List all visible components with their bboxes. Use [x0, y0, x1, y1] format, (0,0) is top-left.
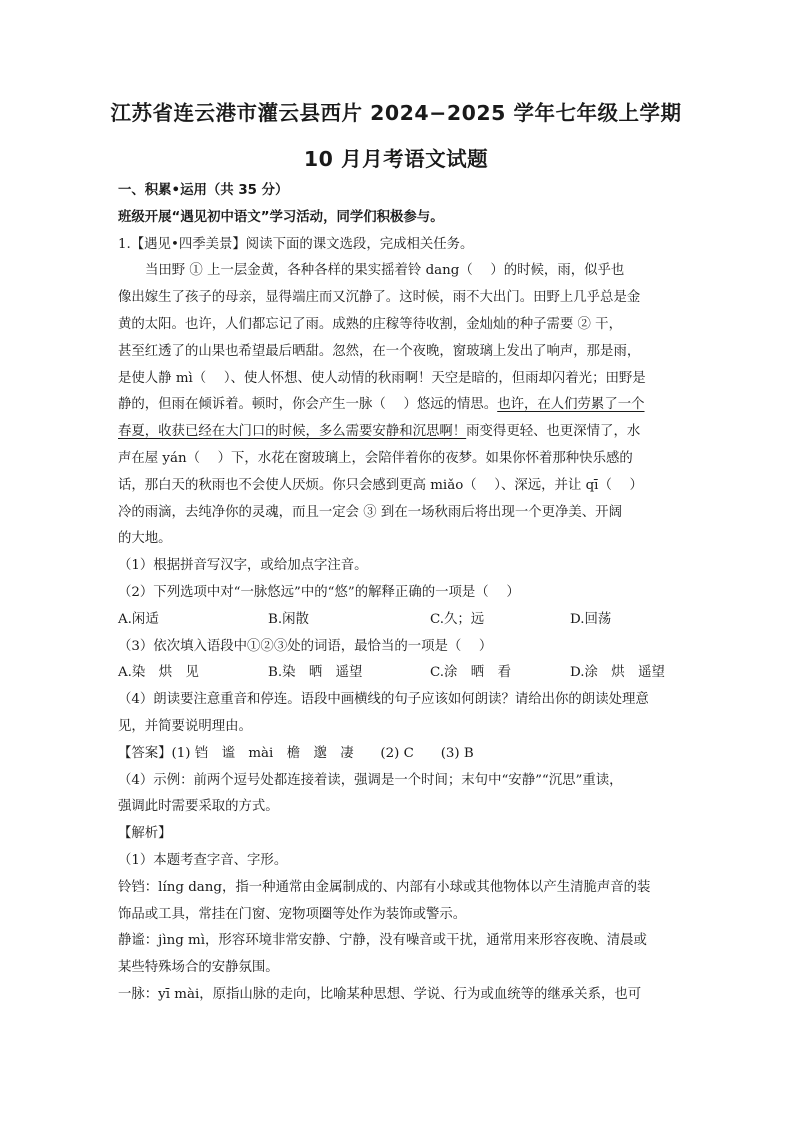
sub-question-2-options: [118, 607, 674, 634]
analysis-line: 静谧：jìng mì，形容环境非常安静、宁静，没有噪音或干扰，通常用来形容夜晚、清晨或: [118, 933, 647, 949]
passage-line: [118, 419, 674, 446]
underlined-sentence: 春夏，收获已经在大门口的时候，多么需要安静和沉思啊！: [118, 424, 467, 440]
option-a: A.染 烘 见: [118, 665, 199, 681]
analysis-line: 一脉：yī mài，原指山脉的走向，比喻某种思想、学说、行为或血统等的继承关系，也可: [118, 986, 642, 1002]
question-stem: 1.【遇见•四季美景】阅读下面的课文选段，完成相关任务。: [118, 236, 474, 252]
option-a: A.闲适: [118, 611, 159, 627]
option-c: C.涂 晒 看: [430, 665, 511, 681]
option-b: B.染 晒 遥望: [268, 665, 363, 681]
section-heading: 一、积累•运用（共 35 分）: [118, 183, 289, 198]
passage-text: 当田野 ① 上一层金黄，各种各样的果实摇着铃 dang（ ）的时候，雨，似乎也: [145, 263, 625, 279]
passage-line: 是使人静 mì（ ）、使人怀想、使人动情的秋雨啊！天空是暗的，但雨却闪着光；田野是: [118, 370, 646, 386]
passage-line: 甚至红透了的山果也希望最后晒甜。忽然，在一个夜晚，窗玻璃上发出了响声，那是雨，: [118, 343, 641, 359]
analysis-line: 某些特殊场合的安静氛围。: [118, 960, 279, 976]
passage-line: 黄的太阳。也许，人们都忘记了雨。成熟的庄稼等待收割，金灿灿的种子需要 ② 干，: [118, 316, 622, 332]
sub-question-4-cont: 见，并简要说明理由。: [118, 718, 252, 734]
passage-line: 冷的雨滴，去纯净你的灵魂，而且一定会 ③ 到在一场秋雨后将出现一个更净美、开阔: [118, 504, 622, 520]
analysis-line: 铃铛：líng dang，指一种通常由金属制成的、内部有小球或其他物体以产生清脆声音的装: [118, 879, 651, 895]
sub-question-3: （3）依次填入语段中①②③处的词语，最恰当的一项是（ ）: [118, 638, 493, 654]
document-body: [118, 178, 674, 1009]
sub-question-3-options: [118, 660, 674, 687]
passage-line: 像出嫁生了孩子的母亲，显得端庄而又沉静了。这时候，雨不大出门。田野上几乎总是金: [118, 290, 641, 306]
passage-line: 声在屋 yán（ ）下，水花在窗玻璃上，会陪伴着你的夜梦。如果你怀着那种快乐感的: [118, 450, 633, 466]
analysis-line: （1）本题考查字音、字形。: [118, 852, 288, 868]
passage-text: 雨变得更轻、也更深情了，水: [466, 424, 641, 440]
answer-line: 强调此时需要采取的方式。: [118, 799, 279, 815]
passage-line: 话，那白天的秋雨也不会使人厌烦。你只会感到更高 miǎo（ ）、深远，并让 qī（ ）: [118, 477, 643, 493]
analysis-heading: 【解析】: [118, 826, 172, 842]
passage-line: 的大地。: [118, 531, 172, 547]
option-d: D.回荡: [570, 611, 612, 627]
page-subtitle: 10 月月考语文试题: [303, 147, 489, 171]
passage-line: [118, 392, 674, 419]
page-title: 江苏省连云港市灌云县西片 2024−2025 学年七年级上学期: [110, 101, 682, 125]
sub-question-1: （1）根据拼音写汉字，或给加点字注音。: [118, 558, 368, 574]
answer-line: （4）示例：前两个逗号处都连接着读，强调是一个时间；末句中“安静”“沉思”重读，: [118, 772, 623, 788]
sub-question-4: （4）朗读要注意重音和停连。语段中画横线的句子应该如何朗读？请给出你的朗读处理意: [118, 692, 649, 708]
section-intro: 班级开展“遇见初中语文”学习活动，同学们积极参与。: [118, 209, 444, 225]
option-d: D.涂 烘 遥望: [570, 665, 665, 681]
passage-text: 静的，但雨在倾诉着。顿时，你会产生一脉（ ）悠远的情思。: [118, 397, 498, 413]
option-b: B.闲散: [268, 611, 309, 627]
passage-line: [118, 258, 674, 285]
underlined-sentence: 也许，在人们劳累了一个: [497, 397, 645, 413]
option-c: C.久；远: [430, 611, 485, 627]
analysis-line: 饰品或工具，常挂在门窗、宠物项圈等处作为装饰或警示。: [118, 906, 467, 922]
sub-question-2: （2）下列选项中对“一脉悠远”中的“悠”的解释正确的一项是（ ）: [118, 584, 520, 600]
answer-line: 【答案】(1) 铛 谧 mài 檐 邈 凄 (2) C (3) B: [118, 745, 474, 761]
